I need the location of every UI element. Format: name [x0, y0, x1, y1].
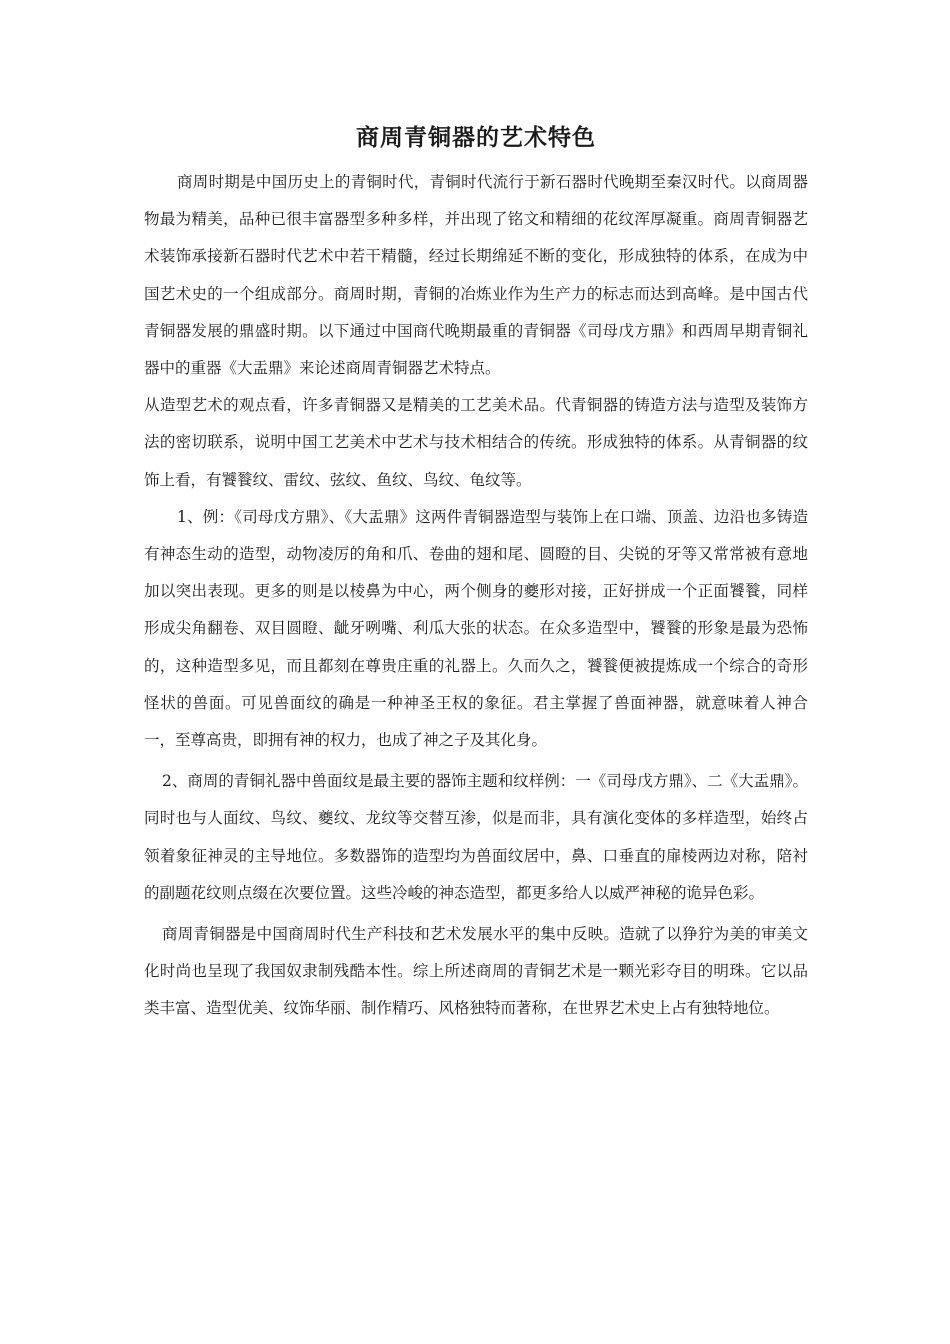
paragraph-modeling-art: 从造型艺术的观点看，许多青铜器又是精美的工艺美术品。代青铜器的铸造方法与造型及装饰方法的密切联系，说明中国工艺美术中艺术与技术相结合的传统。形成独特的体系。从青铜器的纹饰上看，有饕餮纹、雷纹、弦纹、鱼纹、鸟纹、龟纹等。	[144, 396, 808, 489]
paragraph-conclusion: 商周青铜器是中国商周时代生产科技和艺术发展水平的集中反映。造就了以狰狞为美的审美文化时尚也呈现了我国奴隶制残酷本性。综上所述商周的青铜艺术是一颗光彩夺目的明珠。它以品类丰富、造型优美、纹饰华丽、制作精巧、风格独特而著称，在世界艺术史上占有独特地位。	[144, 925, 808, 1018]
document-page	[144, 118, 808, 1028]
paragraph-example-2: 2、商周的青铜礼器中兽面纹是最主要的器饰主题和纹样例：一《司母戊方鼎》、二《大盂鼎》。同时也与人面纹、鸟纹、夔纹、龙纹等交替互渗，似是而非，具有演化变体的多样造型，始终占领着象征神灵的主导地位。多数器饰的造型均为兽面纹居中，鼻、口垂直的扉棱两边对称，陪衬的副题花纹则点缀在次要位置。这些冷峻的神态造型，都更多给人以威严神秘的诡异色彩。	[144, 772, 808, 902]
document-title: 商周青铜器的艺术特色	[356, 125, 596, 151]
paragraph-intro: 商周时期是中国历史上的青铜时代，青铜时代流行于新石器时代晚期至秦汉时代。以商周器物最为精美，品种已很丰富器型多种多样，并出现了铭文和精细的花纹浑厚凝重。商周青铜器艺术装饰承接新石器时代艺术中若干精髓，经过长期绵延不断的变化，形成独特的体系，在成为中国艺术史的一个组成部分。商周时期，青铜的冶炼业作为生产力的标志而达到高峰。是中国古代青铜器发展的鼎盛时期。以下通过中国商代晚期最重的青铜器《司母戊方鼎》和西周早期青铜礼器中的重器《大盂鼎》来论述商周青铜器艺术特点。	[144, 173, 808, 378]
paragraph-example-1: 1、例：《司母戊方鼎》、《大盂鼎》这两件青铜器造型与装饰上在口端、顶盖、边沿也多铸造有神态生动的造型，动物凌厉的角和爪、卷曲的翅和尾、圆瞪的目、尖锐的牙等又常常被有意地加以突出表现。更多的则是以棱鼻为中心，两个侧身的夔形对接，正好拼成一个正面饕餮，同样形成尖角翻卷、双目圆瞪、龇牙咧嘴、利瓜大张的状态。在众多造型中，饕餮的形象是最为恐怖的，这种造型多见，而且都刻在尊贵庄重的礼器上。久而久之，饕餮便被提炼成一个综合的奇形怪状的兽面。可见兽面纹的确是一种神圣王权的象征。君主掌握了兽面神器，就意味着人神合一，至尊高贵，即拥有神的权力，也成了神之子及其化身。	[144, 507, 808, 750]
